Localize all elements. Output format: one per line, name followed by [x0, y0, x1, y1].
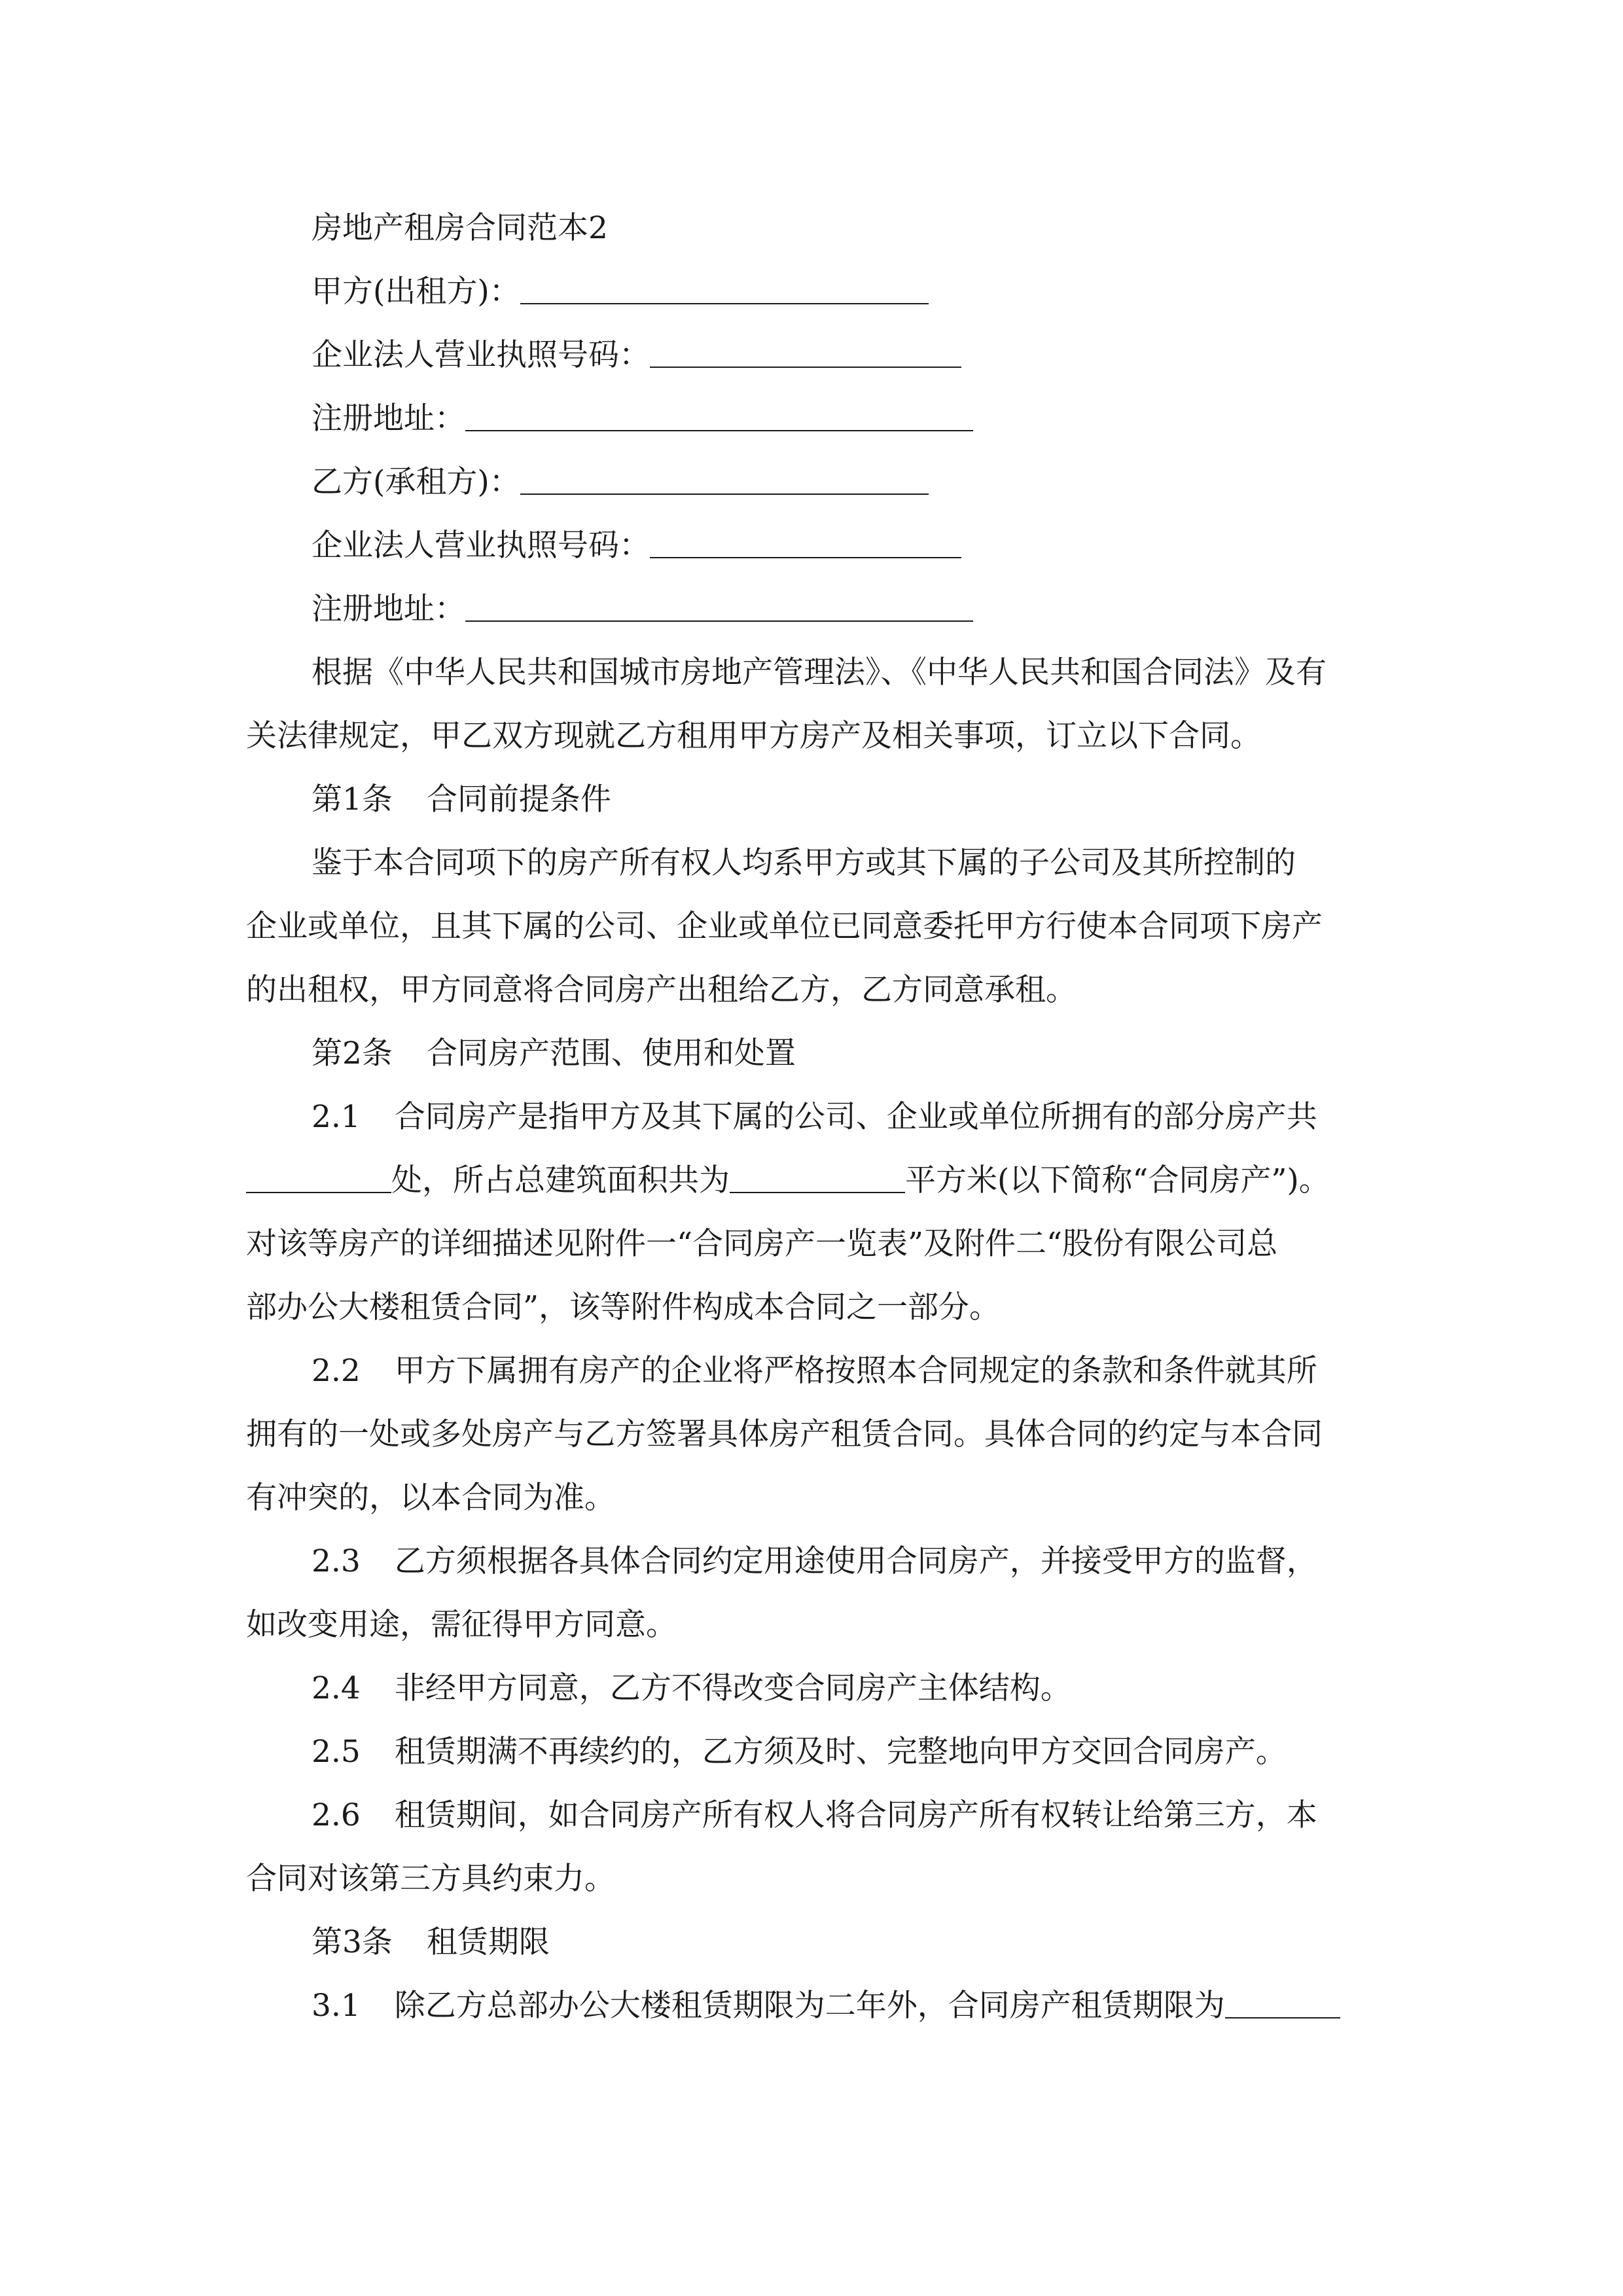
- article-1-text: 鉴于本合同项下的房产所有权人均系甲方或其下属的子公司及其所控制的: [312, 845, 1296, 881]
- party-b-address-blank[interactable]: [465, 592, 973, 622]
- party-a-license-row: [246, 323, 1377, 387]
- article-1-text: 的出租权，甲方同意将合同房产出租给乙方，乙方同意承租。: [246, 972, 1077, 1008]
- party-b-license-label: 企业法人营业执照号码：: [312, 528, 650, 564]
- lease-term-blank[interactable]: [1225, 1988, 1340, 2018]
- party-a-license-blank[interactable]: [650, 338, 961, 368]
- preamble-line: 根据《中华人民共和国城市房地产管理法》、《中华人民共和国合同法》及有: [312, 655, 1327, 691]
- party-a-row: [246, 260, 1377, 323]
- document-title: 房地产租房合同范本2: [312, 210, 608, 246]
- clause-2-2-cont: 拥有的一处或多处房产与乙方签署具体房产租赁合同。具体合同的约定与本合同: [246, 1416, 1323, 1452]
- clause-3-1: 3.1 除乙方总部办公大楼租赁期限为二年外，合同房产租赁期限为: [246, 1974, 1377, 2037]
- party-b-label: 乙方(承租方)：: [312, 464, 520, 500]
- article-1-heading: 第1条 合同前提条件: [312, 781, 611, 817]
- clause-2-3-cont: 如改变用途，需征得甲方同意。: [246, 1607, 677, 1643]
- party-a-blank[interactable]: [520, 274, 929, 304]
- party-a-license-label: 企业法人营业执照号码：: [312, 337, 650, 373]
- clause-2-5: 2.5 租赁期满不再续约的，乙方须及时、完整地向甲方交回合同房产。: [312, 1734, 1287, 1770]
- clause-2-2: 2.2 甲方下属拥有房产的企业将严格按照本合同规定的条款和条件就其所: [312, 1353, 1317, 1389]
- party-b-license-blank[interactable]: [650, 528, 961, 558]
- property-count-blank[interactable]: [246, 1163, 391, 1193]
- party-a-address-blank[interactable]: [465, 401, 973, 431]
- preamble-line: 关法律规定，甲乙双方现就乙方租用甲方房产及相关事项，订立以下合同。: [246, 718, 1261, 754]
- clause-2-6: 2.6 租赁期间，如合同房产所有权人将合同房产所有权转让给第三方，本: [312, 1797, 1317, 1833]
- article-3-heading: 第3条 租赁期限: [312, 1924, 550, 1960]
- clause-2-2-cont: 有冲突的，以本合同为准。: [246, 1480, 615, 1516]
- clause-2-4: 2.4 非经甲方同意，乙方不得改变合同房产主体结构。: [312, 1670, 1071, 1706]
- party-b-blank[interactable]: [520, 465, 929, 495]
- document-page: [246, 196, 1377, 2037]
- party-a-address-label: 注册地址：: [312, 401, 465, 437]
- clause-2-1: 2.1 合同房产是指甲方及其下属的公司、企业或单位所拥有的部分房产共: [312, 1099, 1317, 1135]
- article-2-heading: 第2条 合同房产范围、使用和处置: [312, 1035, 796, 1071]
- clause-2-1-cont: 部办公大楼租赁合同”，该等附件构成本合同之一部分。: [246, 1289, 1001, 1325]
- clause-2-1-cont: 对该等房产的详细描述见附件一“合同房产一览表”及附件二“股份有限公司总: [246, 1226, 1278, 1262]
- clause-2-6-cont: 合同对该第三方具约束力。: [246, 1861, 615, 1897]
- clause-2-3: 2.3 乙方须根据各具体合同约定用途使用合同房产，并接受甲方的监督，: [312, 1543, 1317, 1579]
- party-a-address-row: [246, 387, 1377, 450]
- article-1-text: 企业或单位，且其下属的公司、企业或单位已同意委托甲方行使本合同项下房产: [246, 908, 1323, 944]
- area-blank[interactable]: [730, 1163, 905, 1193]
- party-b-license-row: [246, 514, 1377, 577]
- party-b-address-row: [246, 577, 1377, 641]
- party-b-row: [246, 450, 1377, 514]
- party-a-label: 甲方(出租方)：: [312, 274, 520, 310]
- party-b-address-label: 注册地址：: [312, 591, 465, 627]
- clause-2-1-cont: 处，所占总建筑面积共为 平方米(以下简称“合同房产”)。: [246, 1149, 1377, 1212]
